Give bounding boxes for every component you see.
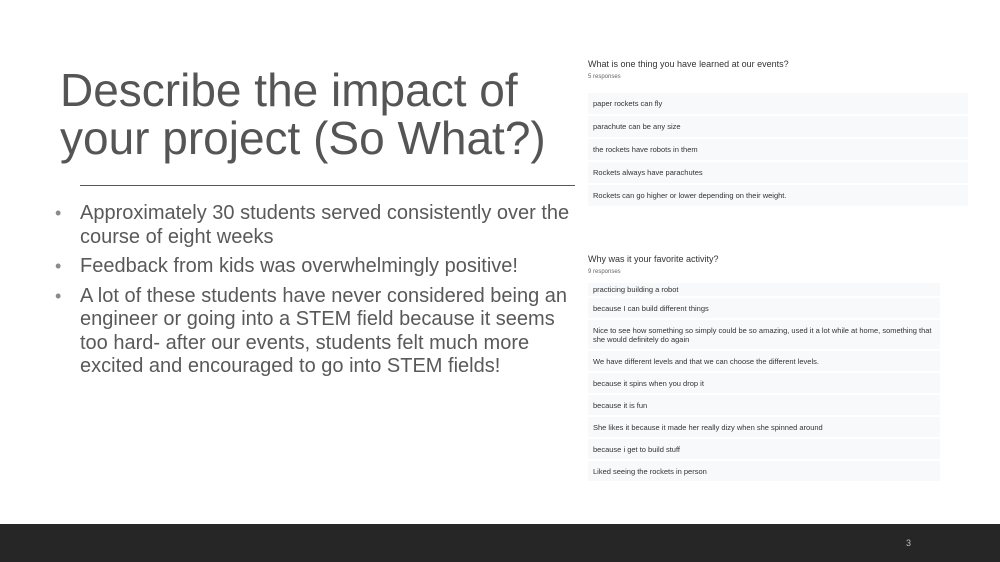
response-item: Rockets can go higher or lower depending on their weight. bbox=[588, 185, 968, 206]
form-responses-favorite bbox=[588, 253, 940, 483]
response-item: because i get to build stuff bbox=[588, 439, 940, 459]
page-number: 3 bbox=[906, 538, 912, 548]
title-divider bbox=[80, 185, 575, 186]
response-item: paper rockets can fly bbox=[588, 93, 968, 114]
bullet-text: A lot of these students have never considered being an engineer or going into a STEM field because it seems too hard- after our events, students felt much more excited and encouraged to go into STEM fields! bbox=[80, 284, 568, 377]
response-item: because I can build different things bbox=[588, 298, 940, 318]
bullet-dot-icon: • bbox=[55, 285, 62, 306]
response-item: Rockets always have parachutes bbox=[588, 162, 968, 183]
footer-bar bbox=[0, 524, 1000, 562]
response-item: parachute can be any size bbox=[588, 116, 968, 137]
bullet-item bbox=[55, 285, 575, 379]
bullet-item bbox=[55, 202, 575, 249]
bullet-dot-icon: • bbox=[55, 203, 62, 223]
response-item: Liked seeing the rockets in person bbox=[588, 461, 940, 481]
response-item: the rockets have robots in them bbox=[588, 139, 968, 160]
bullet-dot-icon: • bbox=[55, 256, 62, 276]
response-item: because it spins when you drop it bbox=[588, 373, 940, 393]
bullet-item bbox=[55, 255, 575, 279]
response-item: practicing building a robot bbox=[588, 283, 940, 296]
bullet-text: Approximately 30 students served consistently over the course of eight weeks bbox=[80, 202, 570, 248]
form-responses-learned bbox=[588, 58, 968, 208]
bullet-text: Feedback from kids was overwhelmingly positive! bbox=[80, 255, 518, 277]
slide-title: Describe the impact of your project (So What?) bbox=[60, 64, 546, 164]
question-title: What is one thing you have learned at our events? bbox=[588, 59, 789, 69]
response-item: We have different levels and that we can choose the different levels. bbox=[588, 351, 940, 371]
response-item: because it is fun bbox=[588, 395, 940, 415]
response-count: 5 responses bbox=[588, 74, 621, 80]
question-title: Why was it your favorite activity? bbox=[588, 254, 719, 264]
response-item: Nice to see how something so simply could be so amazing, used it a lot while at home, something that she would definitely do again bbox=[588, 320, 940, 349]
response-item: She likes it because it made her really dizy when she spinned around bbox=[588, 417, 940, 437]
response-count: 9 responses bbox=[588, 269, 621, 275]
bullet-list bbox=[55, 202, 575, 385]
